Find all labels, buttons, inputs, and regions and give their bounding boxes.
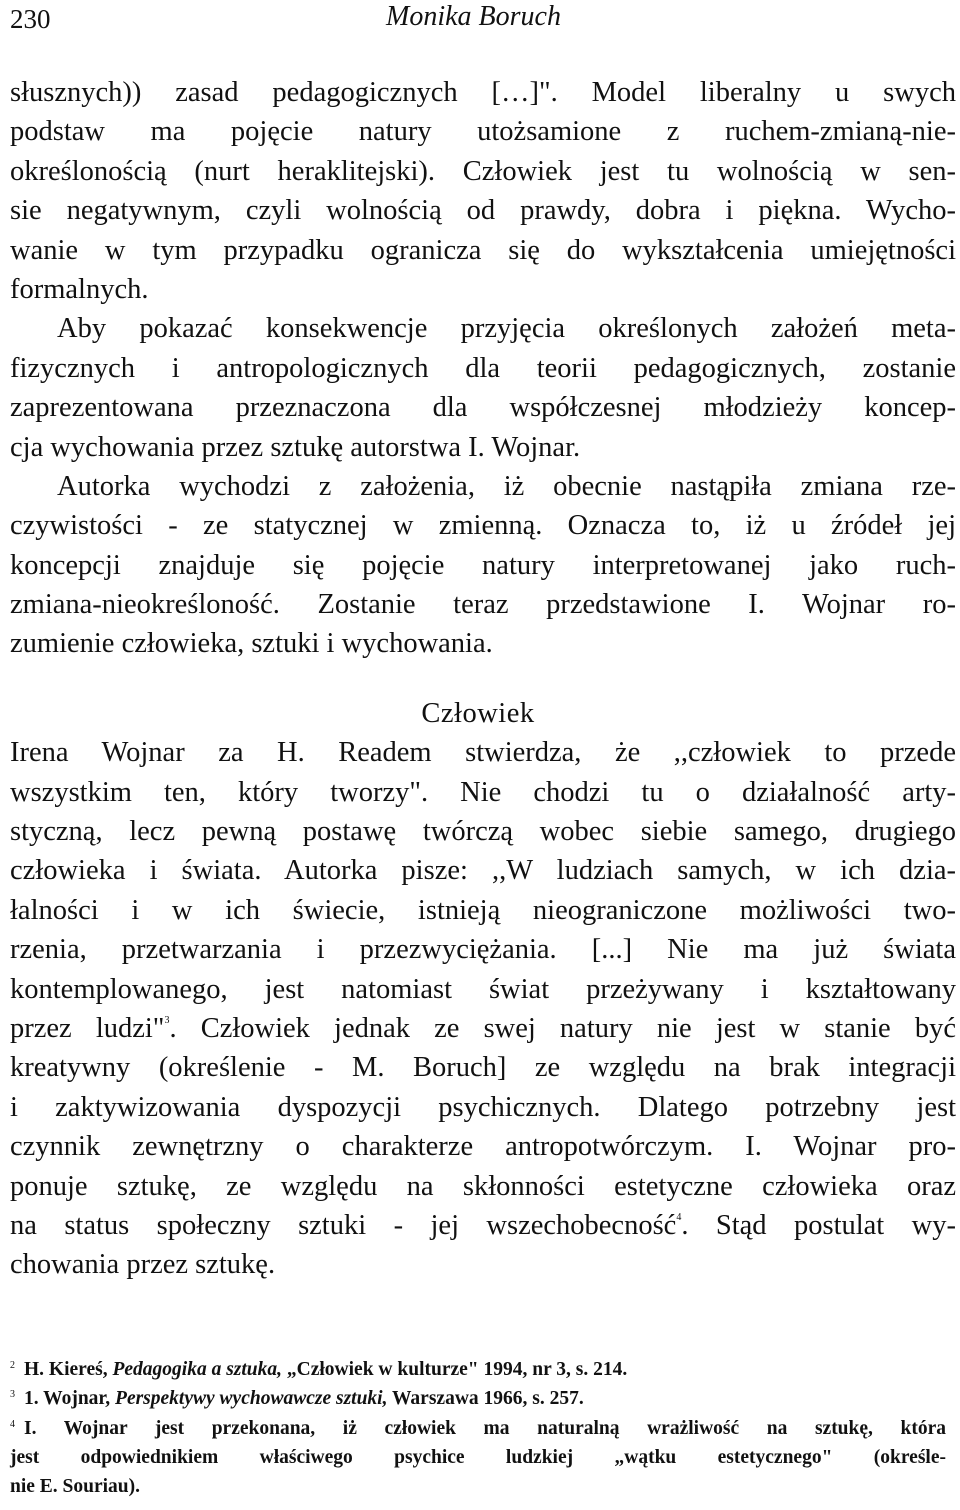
footnote-title: Pedagogika a sztuka, xyxy=(112,1359,283,1380)
text-fragment: . Stąd postulat wy- xyxy=(681,1209,956,1241)
text-line: wanie w tym przypadku ogranicza się do wykształcenia umiejętności xyxy=(10,234,956,266)
text-line: kontemplowanego, jest natomiast świat przeżywany i kształtowany xyxy=(10,973,956,1005)
text-line-with-footnote xyxy=(10,1009,956,1048)
footnote-2: 2 H. Kiereś, Pedagogika a sztuka, „Człowiek w kulturze" 1994, nr 3, s. 214. xyxy=(10,1359,628,1380)
footnote-title: Perspektywy wychowawcze sztuki, xyxy=(115,1388,388,1410)
text-line: Autorka wychodzi z założenia, iż obecnie nastąpiła zmiana rze- xyxy=(57,470,956,502)
text-line: koncepcji znajduje się pojęcie natury interpretowanej jako ruch- xyxy=(10,549,956,581)
footnotes xyxy=(10,1355,946,1501)
text-fragment: przez ludzi" xyxy=(10,1012,165,1044)
page-header xyxy=(10,0,950,40)
text-line: rzenia, przetwarzania i przezwyciężania. [...] Nie ma już świata xyxy=(10,934,956,966)
section-heading: Człowiek xyxy=(421,697,535,729)
text-line: człowieka i świata. Autorka pisze: ,,W ludziach samych, w ich dzia- xyxy=(10,855,956,887)
text-line: zumienie człowieka, sztuki i wychowania. xyxy=(10,628,493,660)
text-line: ponuje sztukę, ze względu na skłonności estetyczne człowieka oraz xyxy=(10,1170,956,1202)
text-line: czywistości - ze statycznej w zmienną. Oznacza to, iż u źródeł jej xyxy=(10,510,956,542)
text-line: formalnych. xyxy=(10,273,149,305)
footnote-4: 4 I. Wojnar jest przekonana, iż człowiek ma naturalną wrażliwość na sztukę, która xyxy=(10,1417,946,1439)
text-line: zmiana-nieokreśloność. Zostanie teraz przedstawione I. Wojnar ro- xyxy=(10,589,956,621)
text-line: określonością (nurt heraklitejski). Człowiek jest tu wolnością w sen- xyxy=(10,155,956,187)
text-line: czynnik zewnętrzny o charakterze antropotwórczym. I. Wojnar pro- xyxy=(10,1131,956,1163)
footnote-author: H. Kiereś, xyxy=(24,1359,113,1380)
text-line: i zaktywizowania dyspozycji psychicznych. Dlatego potrzebny jest xyxy=(10,1091,956,1123)
footnote-reference: 3 xyxy=(164,1014,170,1026)
text-line: podstaw ma pojęcie natury utożsamione z ruchem-zmianą-nie- xyxy=(10,116,956,148)
text-fragment: . Człowiek jednak ze swej natury nie jest w stanie być xyxy=(169,1012,956,1044)
footnote-3: 3 1. Wojnar, Perspektywy wychowawcze sztuki, Warszawa 1966, s. 257. xyxy=(10,1388,584,1410)
text-fragment: na status społeczny sztuki - jej wszechobecność xyxy=(10,1209,677,1241)
footnote-source: Warszawa 1966, s. 257. xyxy=(387,1388,584,1410)
text-line: chowania przez sztukę. xyxy=(10,1249,276,1281)
text-line: Aby pokazać konsekwencje przyjęcia określonych założeń meta- xyxy=(57,313,956,345)
page-number: 230 xyxy=(10,4,51,34)
text-line: sie negatywnym, czyli wolnością od prawdy, dobra i piękna. Wycho- xyxy=(10,195,956,227)
text-line: zaprezentowana przeznaczona dla współczesnej młodzieży koncep- xyxy=(10,392,956,424)
text-line: wszystkim ten, który tworzy". Nie chodzi tu o działalność arty- xyxy=(10,776,956,808)
footnote-reference: 4 xyxy=(676,1211,682,1223)
text-line: słusznych)) zasad pedagogicznych […]". Model liberalny u swych xyxy=(10,77,956,108)
main-text xyxy=(10,73,956,1285)
text-line: cja wychowania przez sztukę autorstwa I. Wojnar. xyxy=(10,431,581,463)
text-line: kreatywny (określenie - M. Boruch] ze względu na brak integracji xyxy=(10,1052,956,1084)
running-head-author: Monika Boruch xyxy=(386,1,561,32)
footnote-text: I. Wojnar jest przekonana, iż człowiek ma naturalną wrażliwość na sztukę, która xyxy=(24,1417,946,1439)
text-line: Irena Wojnar za H. Readem stwierdza, że ,,człowiek to przede xyxy=(10,737,956,769)
footnote-source: „Człowiek w kulturze" 1994, nr 3, s. 214. xyxy=(282,1359,628,1380)
text-line: styczną, lecz pewną postawę twórczą wobec siebie samego, drugiego xyxy=(10,816,956,848)
text-line: łalności i w ich świecie, istnieją nieograniczone możliwości two- xyxy=(10,894,956,926)
text-line-with-footnote xyxy=(10,1206,956,1245)
section-spacer xyxy=(10,664,956,694)
text-line: fizycznych i antropologicznych dla teorii pedagogicznych, zostanie xyxy=(10,352,956,384)
footnote-4-continued: nie E. Souriau). xyxy=(10,1476,141,1498)
footnote-4-continued: jest odpowiednikiem właściwego psychice ludzkiej „wątku estetycznego" (określe- xyxy=(10,1446,946,1468)
footnote-author: 1. Wojnar, xyxy=(24,1388,116,1410)
